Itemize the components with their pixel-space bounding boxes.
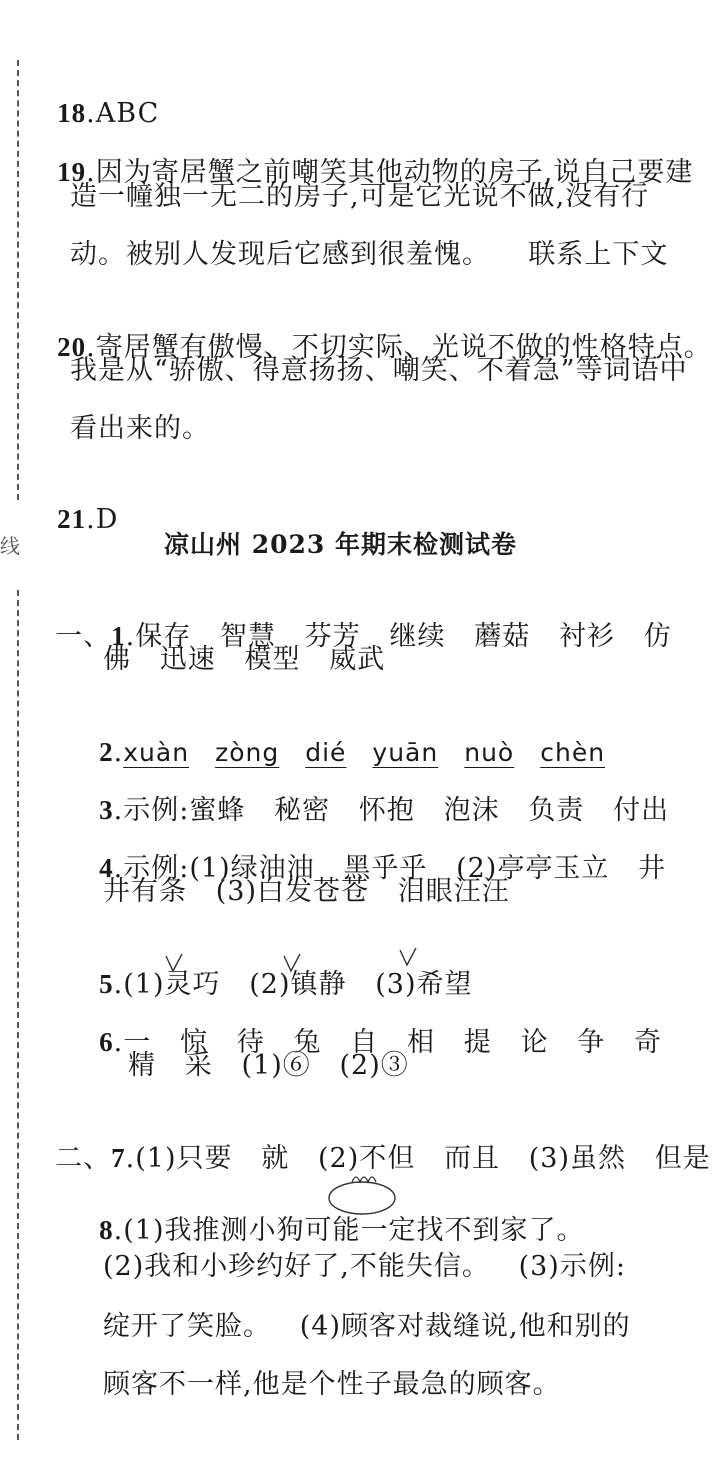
answer-7 xyxy=(36,1107,711,1176)
answer-8-line-3: 绽开了笑脸。 (4)顾客对裁缝说,他和别的 xyxy=(103,1311,631,1342)
exam-section-title: 凉山州 2023 年期末检测试卷 xyxy=(164,530,517,559)
answer-20-line-3: 看出来的。 xyxy=(70,413,210,444)
binding-dashed-line-bottom xyxy=(17,590,19,1440)
part-prefix: 二、 xyxy=(55,1143,112,1174)
question-number: 8 xyxy=(99,1215,114,1245)
part-prefix: 一、 xyxy=(55,621,112,652)
question-number: 19 xyxy=(57,157,87,187)
question-number: 20 xyxy=(57,332,87,362)
answer-19-line-3: 动。被别人发现后它感到很羞愧。 联系上下文 xyxy=(70,239,669,270)
answer-text: .示例:蜜蜂 秘密 怀抱 泡沫 负责 付出 xyxy=(113,795,670,826)
answer-text: .ABC xyxy=(86,98,160,129)
answer-4-line-2: 井有条 (3)白发苍苍 泪眼汪汪 xyxy=(103,876,510,907)
answer-text: .寄居蟹有傲慢、不切实际、光说不做的性格特点。 xyxy=(86,332,712,363)
binding-edge-char: 线 xyxy=(0,534,20,558)
question-number: 2 xyxy=(99,737,114,767)
answer-text: .保存 智慧 芬芳 继续 蘑菇 衬衫 仿 xyxy=(125,621,672,652)
pinyin-answer: xuàn xyxy=(123,738,190,767)
binding-dashed-line-top xyxy=(17,60,19,500)
answer-8-line-2: (2)我和小珍约好了,不能失信。 (3)示例: xyxy=(103,1251,626,1282)
answer-19-line-2: 造一幢独一无二的房子,可是它光说不做,没有行 xyxy=(70,181,650,212)
pinyin-answer: yuān xyxy=(372,738,439,767)
pinyin-answer: zòng xyxy=(215,738,280,767)
answer-text: .一 惊 待 兔 自 相 提 论 争 奇 xyxy=(113,1027,662,1058)
pinyin-answer: nuò xyxy=(464,738,515,767)
question-number: 1 xyxy=(111,621,126,651)
question-number: 3 xyxy=(99,795,114,825)
answer-20-line-2: 我是从“骄傲、得意扬扬、嘲笑、不着急”等词语中 xyxy=(70,355,688,386)
answer-8-line-4: 顾客不一样,他是个性子最急的顾客。 xyxy=(103,1369,561,1400)
question-number: 7 xyxy=(111,1143,126,1173)
question-number: 5 xyxy=(99,969,114,999)
answer-text: .(1)我推测小狗可能一定找不到家了。 xyxy=(113,1215,585,1246)
answer-lead: . xyxy=(113,737,124,768)
answer-text: .(1)灵巧 (2)镇静 (3)希望 xyxy=(113,969,473,1000)
question-number: 21 xyxy=(57,504,87,534)
answer-8-line-1 xyxy=(80,1179,585,1248)
answer-1-line-2: 佛 迅速 模型 威武 xyxy=(103,644,386,675)
pinyin-answer: dié xyxy=(305,738,347,767)
answer-text: .D xyxy=(86,504,119,535)
answer-text: .示例:(1)绿油油 黑乎乎 (2)亭亭玉立 井 xyxy=(113,853,667,884)
answer-6-line-2: 精 采 (1)⑥ (2)③ xyxy=(128,1050,409,1081)
answer-text: .(1)只要 就 (2)不但 而且 (3)虽然 但是 xyxy=(125,1143,711,1174)
answer-21 xyxy=(38,468,118,537)
question-number: 4 xyxy=(99,853,114,883)
question-number: 18 xyxy=(57,98,87,128)
pinyin-answer: chèn xyxy=(540,738,606,767)
answer-text: .因为寄居蟹之前嘲笑其他动物的房子,说自己要建 xyxy=(86,157,694,188)
question-number: 6 xyxy=(99,1027,114,1057)
